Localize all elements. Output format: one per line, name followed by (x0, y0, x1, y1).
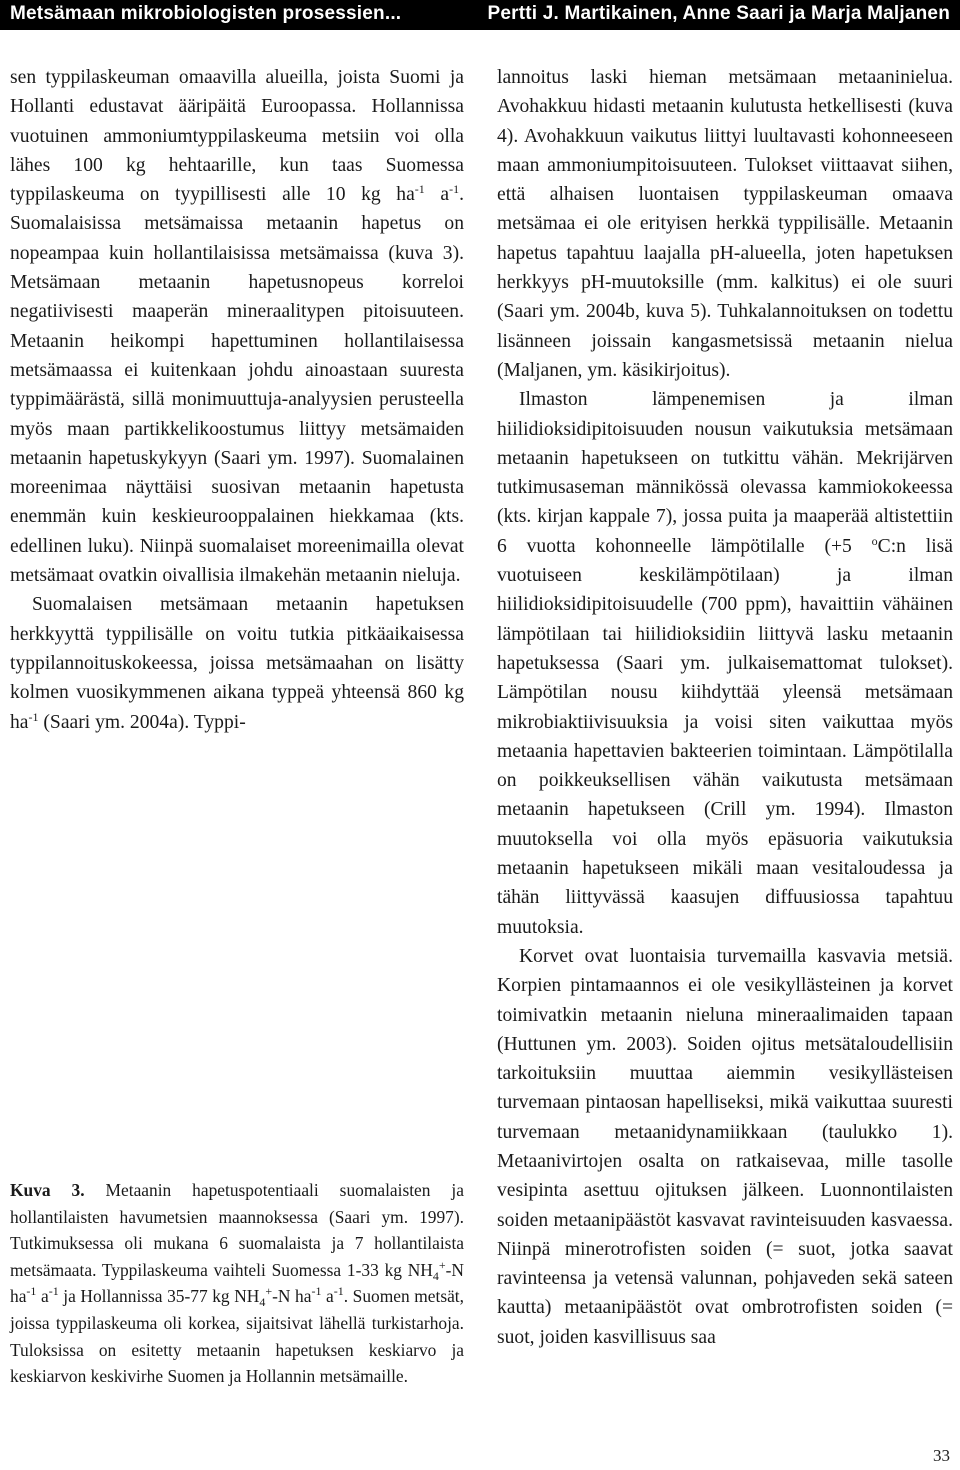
left-paragraph-2: Suomalaisen metsämaan metaanin hapetuksen herkkyyttä typpilisälle on voitu tutkia pitkäaikaisessa typpilannoituskokeessa, joissa metsämaahan on lisätty kolmen vuosikymmenen aikana typpeä yhteensä 860 kg $ha^{-1}$ (Saari ym. 2004a). Typpi- (10, 594, 464, 733)
right-paragraph-1: lannoitus laski hieman metsämaan metaaninielua. Avohakkuu hidasti metaanin kulutusta hetkellisesti (kuva 4). Avohakkuun vaikutus liittyi luultavasti kohonneeseen maan ammoniumpitoisuuteen. Tulokset viittaavat siihen, että alhaisen luontaisen typpilaskeuman omaava metsämaa ei ole erityisen herkkä typpilisälle. Metaanin hapetus tapahtuu laajalla pH-alueella, joten hapetuksen herkkyys pH-muutoksille (mm. kalkitus) ei ole suuri (Saari ym. 2004b, kuva 5). Tuhkalannoituksen on todettu lisänneen joissain kangasmetsissä metaanin nielua (Maljanen, ym. käsikirjoitus). (497, 67, 953, 381)
page-number: 33 (933, 1446, 950, 1465)
left-paragraph-1: sen typpilaskeuman omaavilla alueilla, joista Suomi ja Hollanti edustavat ääripäitä Euroopassa. Hollannissa vuotuinen ammoniumtyppilaskeuma metsiin voi olla lähes 100 kg hehtaarille, kun taas Suomessa typpilaskeuma on tyypillisesti alle 10 kg $ha^{-1}$ $a^{-1}$. Suomalaisissa metsämaissa metaanin hapetus on nopeampaa kuin hollantilaisissa metsämaissa (kuva 3). Metsämaan metaanin hapetusnopeus korreloi negatiivisesti maaperän mineraalitypen pitoisuuteen. Metaanin heikompi hapettuminen hollantilaisessa metsämaassa ei kuitenkaan johdu ainoastaan suuresta typpimäärästä, sillä monimuuttuja-analyysien perusteella myös maan partikkelikoostumus liittyy metsämaiden metaanin hapetuskykyyn (Saari ym. 1997). Suomalainen moreenimaa näyttäisi suosivan metaanin hapetusta enemmän kuin keskieurooppalainen hiekkamaa (kts. edellinen luku). Niinpä suomalaiset moreenimailla olevat metsämaat ovatkin oivallisia ilmakehän metaanin nieluja. (10, 67, 464, 587)
figure-caption-label: Kuva 3. (10, 1180, 85, 1200)
running-header (0, 0, 960, 30)
header-authors: Pertti J. Martikainen, Anne Saari ja Marja Maljanen (487, 3, 950, 24)
header-chapter-title: Metsämaan mikrobiologisten prosessien... (10, 3, 402, 24)
right-column (497, 63, 953, 1352)
left-column (10, 63, 464, 737)
figure-caption: Kuva 3. Metaanin hapetuspotentiaali suomalaisten ja hollantilaisten havumetsien maannoksessa (Saari ym. 1997). Tutkimuksessa oli mukana 6 suomalaista ja 7 hollantilaista metsämaata. Typpilaskeuma vaihteli Suomessa 1-33 kg $NH_4^+-N$ $ha^{-1}$ $a^{-1}$ ja Hollannissa 35-77 kg $NH_4^+-N$ $ha^{-1}$ $a^{-1}$. Suomen metsät, joissa typpilaskeuma oli korkea, sijaitsivat lähellä turkistarhoja. Tuloksissa on esitetty metaanin hapetuksen keskiarvo ja keskiarvon keskivirhe Suomen ja Hollannin metsämaille. (10, 1180, 464, 1387)
right-paragraph-3: Korvet ovat luontaisia turvemailla kasvavia metsiä. Korpien pintamaannos ei ole vesikyllästeinen ja korvet toimivatkin metaanin nieluna mineraalimaiden tapaan (Huttunen ym. 2003). Soiden ojitus metsätaloudellisiin tarkoituksiin muuttaa aiemmin vesikyllästeisen turvemaan pintaosan hapelliseksi, mikä vaikuttaa suuresti turvemaan metaanidynamiikkaan (taulukko 1). Metaanivirtojen osalta on ratkaisevaa, mille tasolle vesipinta asettuu ojituksen jälkeen. Luonnontilaisten soiden metaanipäästöt kasvavat ravinteisuuden kasvaessa. Niinpä minerotrofisten soiden (= suot, jotka saavat ravinteensa ja vetensä valunnan, pohjaveden sekä sateen kautta) metaanipäästöt ovat ombrotrofisten soiden (= suot, joiden kasvillisuus saa (497, 945, 953, 1348)
right-paragraph-2: Ilmaston lämpenemisen ja ilman hiilidioksidipitoisuuden nousun vaikutuksia metsämaan metaanin hapetukseen on tutkittu vähän. Mekrijärven tutkimusaseman männikössä olevassa kammiokokeessa (kts. kirjan kappale 7), jossa puita ja maaperää altistettiin 6 vuotta kohonneelle lämpötilalle (+5 $^o$C:n lisä vuotuiseen keskilämpötilaan) ja ilman hiilidioksidipitoisuudelle (700 ppm), havaittiin vähäinen lämpötilaan tai hiilidioksidiin liittyvä lasku metaanin hapetuksessa (Saari ym. julkaisemattomat tulokset). Lämpötilan nousu kiihdyttää yleensä metsämaan mikrobiaktiivisuuksia ja voisi siten vaikuttaa myös metaania hapettavien bakteerien toimintaan. Lämpötilalla on poikkeuksellisen vähän vaikutusta metsämaan metaanin hapetukseen (Crill ym. 1994). Ilmaston muutoksella voi olla myös epäsuoria vaikutuksia metaanin hapetukseen mikäli maan vesitaloudessa ja tähän liittyvässä kaasujen diffuusiossa tapahtuu muutoksia. (497, 389, 954, 938)
